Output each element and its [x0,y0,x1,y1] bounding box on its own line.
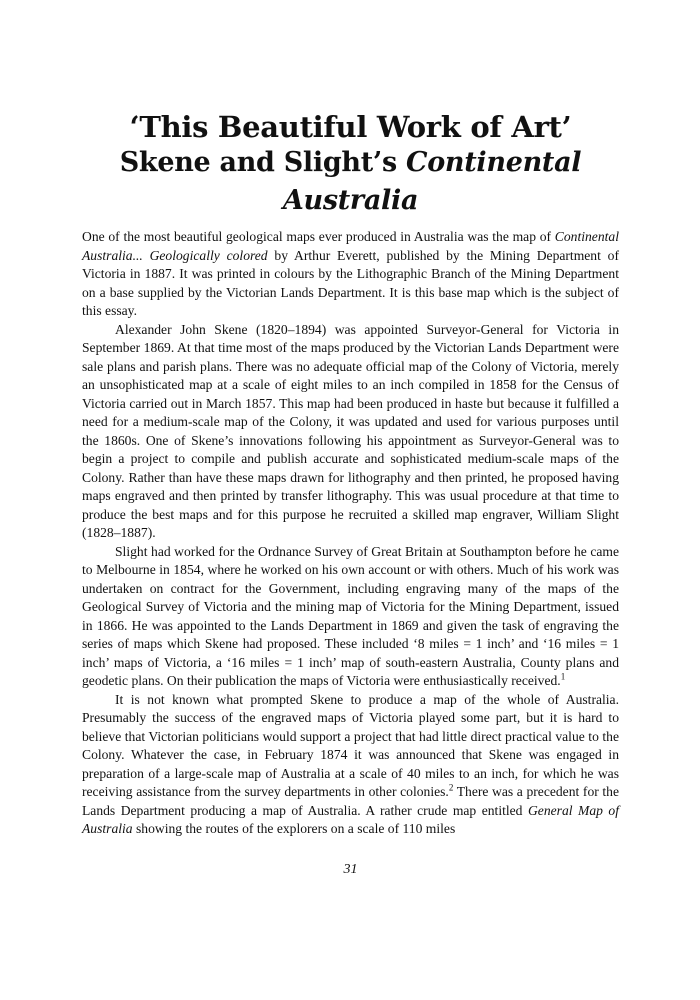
text-run: Alexander John Skene (1820–1894) was appointed Surveyor-General for Victoria in September 1869. At that time most of the maps produced by the Victorian Lands Department were sale plans and parish plans. There was no adequate official map of the Colony of Victoria, merely an unsophisticated map at a scale of eight miles to an inch compiled in 1858 for the Census of Victoria carried out in March 1857. This map had been produced in haste but because it fulfilled a need for a medium-scale map of the Colony, it was updated and used for various purposes until the 1860s. One of Skene’s innovations following his appointment as Surveyor-General was to begin a project to compile and publish accurate and sophisticated medium-scale maps of the Colony. Rather than have these maps drawn for lithography and then printed, he proposed having maps engraved and then printed by transfer lithography. This was usual procedure at that time to produce the best maps and for this purpose he recruited a skilled map engraver, William Slight (1828–1887). [82,321,619,540]
body-text [82,228,619,839]
text-run: showing the routes of the explorers on a scale of 110 miles [132,821,456,836]
text-run: There was a precedent for the Lands Department producing a map of Australia. A rather crude map entitled [82,784,619,818]
footnote-marker: 1 [560,671,566,682]
page-number: 31 [343,862,358,877]
text-run: It is not known what prompted Skene to produce a map of the whole of Australia. Presumably the success of the engraved maps of Victoria played some part, but it is hard to believe that Victorian politicians would support a project that had little direct practical value to the Colony. Whatever the case, in February 1874 it was announced that Skene was engaged in preparation of a large-scale map of Australia at a scale of 40 miles to an inch, for which he was receiving assistance from the survey departments in other colonies. [82,691,619,799]
italic-text: General Map of Australia [82,802,619,836]
paragraph [82,321,619,543]
footnote-marker: 2 [448,782,454,793]
paragraph [82,228,619,321]
text-run: by Arthur Everett, published by the Mining Department of Victoria in 1887. It was printed in colours by the Lithographic Branch of the Mining Department on a base supplied by the Victorian Lands Department. It is this base map which is the subject of this essay. [82,247,619,318]
subtitle-text: Skene and Slight’s [119,147,407,178]
page-title: ‘This Beautiful Work of Art’ [129,110,572,144]
title-block [82,110,619,220]
page-subtitle [82,144,619,220]
subtitle-italic-text: Continental Australia [282,147,582,216]
italic-text: Continental Australia... Geologically colored [82,229,619,263]
text-run: Slight had worked for the Ordnance Survey of Great Britain at Southampton before he came to Melbourne in 1854, where he worked on his own account or with others. Much of his work was undertaken on contract for the Government, including engraving many of the maps of the Geological Survey of Victoria and the mining map of Victoria for the Mining Department, issued in 1866. He was appointed to the Lands Department in 1869 and given the task of engraving the series of maps which Skene had proposed. These included ‘8 miles = 1 inch’ and ‘16 miles = 1 inch’ maps of Victoria, a ‘16 miles = 1 inch’ map of south-eastern Australia, County plans and geodetic plans. On their publication the maps of Victoria were enthusiastically received. [82,543,619,688]
paragraph [82,691,619,839]
text-run: One of the most beautiful geological maps ever produced in Australia was the map of [82,229,555,244]
paragraph [82,543,619,691]
